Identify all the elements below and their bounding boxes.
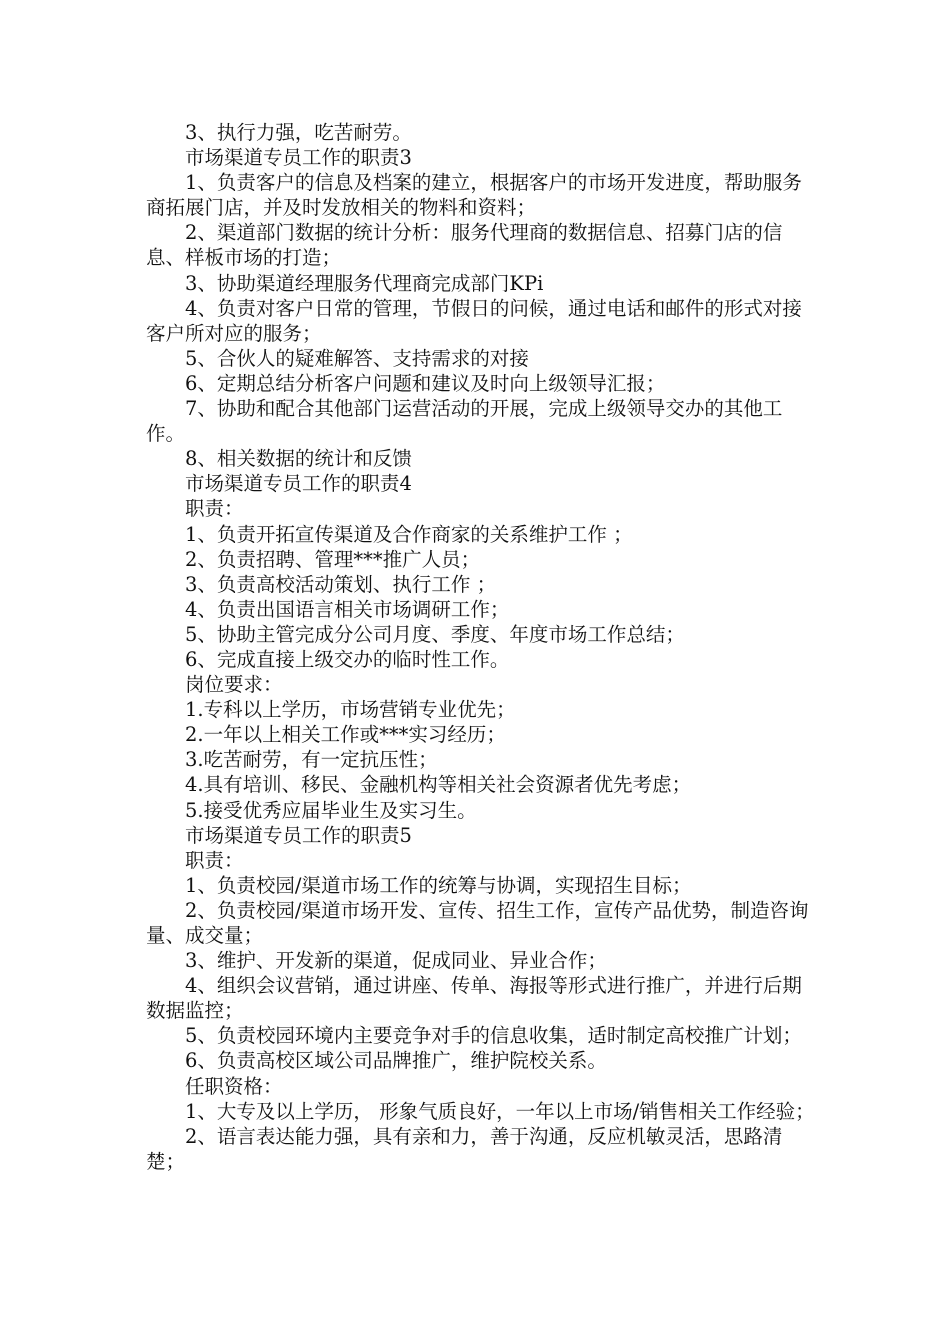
text-line: 3、执行力强，吃苦耐劳。 bbox=[185, 121, 412, 144]
text-line: 6、完成直接上级交办的临时性工作。 bbox=[185, 647, 510, 671]
text-paragraph: 2、负责校园/渠道市场开发、宣传、招生工作，宣传产品优势，制造咨询量、成交量； bbox=[146, 898, 809, 947]
text-paragraph: 4、负责对客户日常的管理，节假日的问候，通过电话和邮件的形式对接客户所对应的服务； bbox=[146, 296, 802, 345]
subheading: 职责： bbox=[185, 497, 244, 521]
section-heading: 市场渠道专员工作的职责5 bbox=[185, 823, 412, 847]
section-heading: 市场渠道专员工作的职责4 bbox=[185, 472, 412, 496]
text-line: 3.吃苦耐劳，有一定抗压性； bbox=[185, 748, 438, 772]
text-line: 5.接受优秀应届毕业生及实习生。 bbox=[185, 798, 477, 822]
document-page bbox=[146, 120, 816, 1174]
text-line: 8、相关数据的统计和反馈 bbox=[185, 447, 412, 471]
text-line: 1、负责校园/渠道市场工作的统筹与协调，实现招生目标； bbox=[185, 873, 692, 897]
text-line: 4、负责出国语言相关市场调研工作； bbox=[185, 597, 510, 621]
subheading: 任职资格： bbox=[185, 1074, 283, 1098]
text-line: 3、维护、开发新的渠道，促成同业、异业合作； bbox=[185, 949, 607, 973]
text-line: 6、负责高校区域公司品牌推广，维护院校关系。 bbox=[185, 1049, 607, 1073]
text-paragraph: 1、大专及以上学历， 形象气质良好，一年以上市场/销售相关工作经验； bbox=[185, 1099, 815, 1123]
text-paragraph: 2、渠道部门数据的统计分析：服务代理商的数据信息、招募门店的信息、样板市场的打造； bbox=[146, 221, 783, 270]
subheading: 岗位要求： bbox=[185, 673, 283, 697]
text-line: 4.具有培训、移民、金融机构等相关社会资源者优先考虑； bbox=[185, 773, 692, 797]
text-paragraph: 2、语言表达能力强，具有亲和力，善于沟通，反应机敏灵活，思路清楚； bbox=[146, 1124, 783, 1173]
text-line: 2、负责招聘、管理***推广人员； bbox=[185, 547, 481, 571]
text-line: 2.一年以上相关工作或***实习经历； bbox=[185, 723, 506, 747]
text-line: 6、定期总结分析客户问题和建议及时向上级领导汇报； bbox=[185, 371, 666, 395]
subheading: 职责： bbox=[185, 848, 244, 872]
text-paragraph: 4、组织会议营销，通过讲座、传单、海报等形式进行推广，并进行后期数据监控； bbox=[146, 974, 802, 1023]
text-line: 3、协助渠道经理服务代理商完成部门KPi bbox=[185, 271, 544, 295]
text-paragraph: 5、负责校园环境内主要竞争对手的信息收集，适时制定高校推广计划； bbox=[185, 1024, 802, 1048]
text-paragraph: 7、协助和配合其他部门运营活动的开展，完成上级领导交办的其他工作。 bbox=[146, 397, 783, 446]
text-paragraph: 1、负责客户的信息及档案的建立，根据客户的市场开发进度，帮助服务商拓展门店，并及时发放相关的物料和资料； bbox=[146, 171, 802, 220]
text-line: 5、合伙人的疑难解答、支持需求的对接 bbox=[185, 346, 529, 370]
section-heading: 市场渠道专员工作的职责3 bbox=[185, 146, 412, 170]
text-line: 1.专科以上学历，市场营销专业优先； bbox=[185, 698, 516, 722]
text-line: 1、负责开拓宣传渠道及合作商家的关系维护工作 ； bbox=[185, 522, 633, 546]
text-line: 3、负责高校活动策划、执行工作 ； bbox=[185, 572, 497, 596]
text-line: 5、协助主管完成分公司月度、季度、年度市场工作总结； bbox=[185, 622, 685, 646]
